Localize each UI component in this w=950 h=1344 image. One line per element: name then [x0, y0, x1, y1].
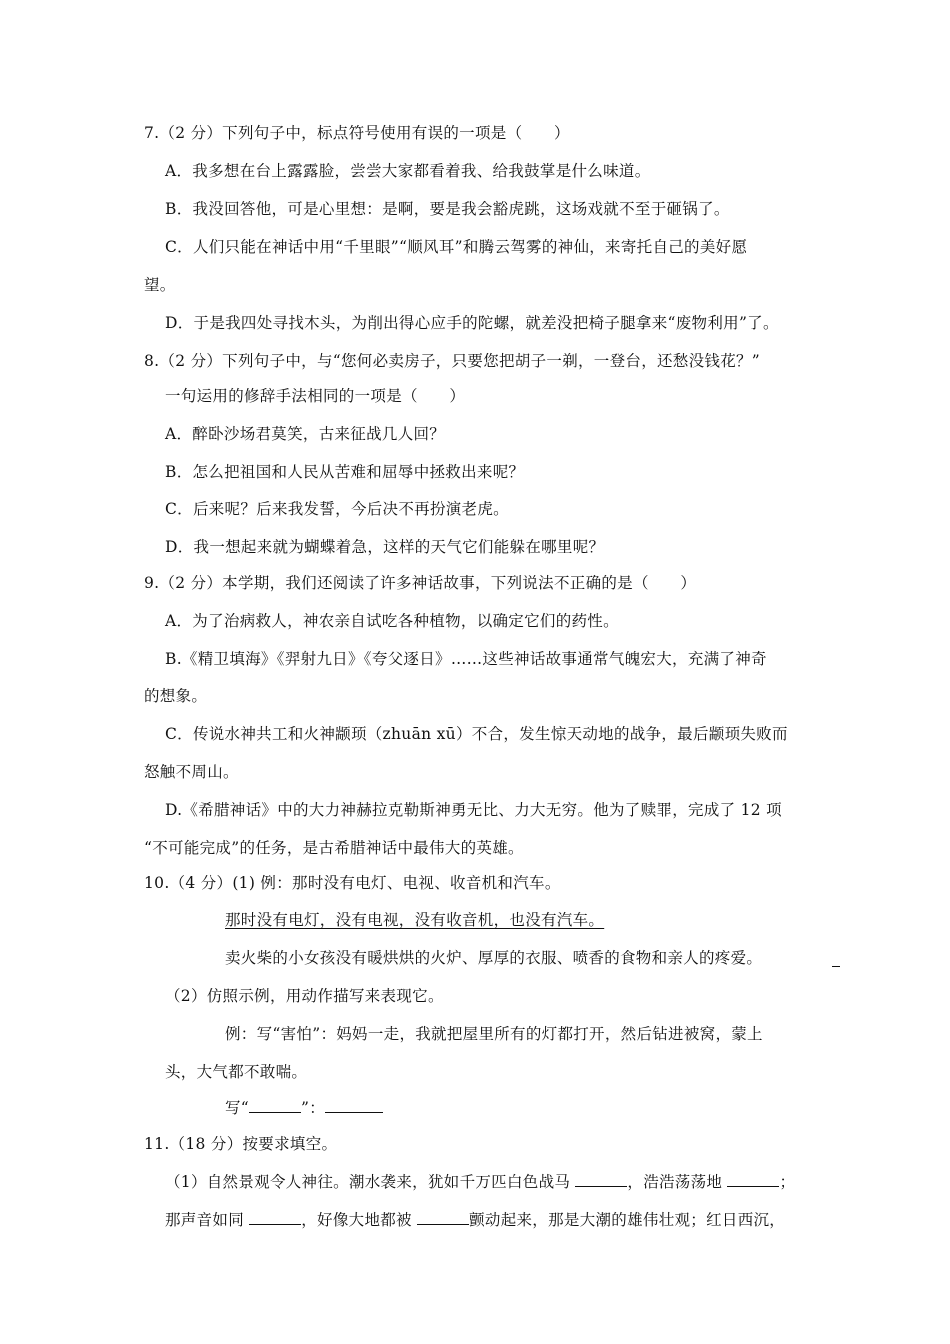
q10-example-answer: 那时没有电灯，没有电视，没有收音机，也没有汽车。 — [225, 911, 605, 929]
answer-blank[interactable] — [249, 1210, 301, 1225]
q10-example-line1: 例：写“害怕”：妈妈一走，我就把屋里所有的灯都打开，然后钻进被窝，蒙上 — [225, 1025, 763, 1043]
q7-option-d: D．于是我四处寻找木头，为削出得心应手的陀螺，就差没把椅子腿拿来“废物利用”了。 — [165, 314, 779, 332]
answer-blank[interactable] — [575, 1172, 627, 1187]
q10-example-line2: 头，大气都不敢喘。 — [165, 1063, 308, 1081]
q8-stem-line2: 一句运用的修辞手法相同的一项是（ ） — [165, 387, 466, 405]
q11-line1-text-c: ； — [779, 1173, 796, 1191]
write-prefix: 写“ — [225, 1099, 250, 1117]
q9-option-b-line2: 的想象。 — [144, 687, 208, 705]
q9-option-c-line1: C．传说水神共工和火神颛顼（zhuān xū）不合，发生惊天动地的战争，最后颛顼失败而 — [165, 725, 788, 743]
q9-option-d-line1: D.《希腊神话》中的大力神赫拉克勒斯神勇无比、力大无穷。他为了赎罪，完成了 12 项 — [165, 801, 782, 819]
answer-blank[interactable] — [417, 1210, 469, 1225]
q9-stem: 9.（2 分）本学期，我们还阅读了许多神话故事，下列说法不正确的是（ ） — [144, 574, 697, 592]
answer-blank[interactable] — [727, 1172, 779, 1187]
q9-option-a: A．为了治病救人，神农亲自试吃各种植物，以确定它们的药性。 — [165, 612, 619, 630]
q11-line1-text-a: （1）自然景观令人神往。潮水袭来，犹如千万匹白色战马 — [165, 1173, 571, 1191]
write-colon: ”： — [301, 1099, 326, 1117]
q11-line2-text-c: 颤动起来，那是大潮的雄伟壮观；红日西沉， — [469, 1211, 786, 1229]
q7-option-b: B．我没回答他，可是心里想：是啊，要是我会豁虎跳，这场戏就不至于砸锅了。 — [165, 200, 730, 218]
q8-option-d: D．我一想起来就为蝴蝶着急，这样的天气它们能躲在哪里呢？ — [165, 538, 605, 556]
q11-stem: 11.（18 分）按要求填空。 — [144, 1135, 338, 1153]
q8-option-b: B．怎么把祖国和人民从苦难和屈辱中拯救出来呢？ — [165, 463, 525, 481]
q8-option-a: A．醉卧沙场君莫笑，古来征战几人回？ — [165, 425, 446, 443]
q9-option-c-line2: 怒触不周山。 — [144, 763, 239, 781]
q7-option-c-line2: 望。 — [144, 276, 176, 294]
q7-stem: 7.（2 分）下列句子中，标点符号使用有误的一项是（ ） — [144, 124, 570, 142]
q10-part2-instruction: （2）仿照示例，用动作描写来表现它。 — [165, 987, 444, 1005]
q11-line2-text-a: 那声音如同 — [165, 1211, 245, 1229]
answer-blank[interactable] — [249, 1098, 301, 1113]
q11-line1-text-b: ，浩浩荡荡地 — [627, 1173, 723, 1191]
q7-option-c-line1: C．人们只能在神话中用“千里眼”“顺风耳”和腾云驾雾的神仙，来寄托自己的美好愿 — [165, 238, 748, 256]
q11-line1 — [165, 1172, 795, 1192]
q10-stem: 10.（4 分）(1) 例：那时没有电灯、电视、收音机和汽车。 — [144, 874, 561, 892]
q8-stem-line1: 8.（2 分）下列句子中，与“您何必卖房子，只要您把胡子一剃，一登台，还愁没钱花？” — [144, 352, 761, 370]
q9-option-b-line1: B.《精卫填海》《羿射九日》《夸父逐日》……这些神话故事通常气魄宏大，充满了神奇 — [165, 650, 767, 668]
q8-option-c: C．后来呢？后来我发誓，今后决不再扮演老虎。 — [165, 500, 509, 518]
q7-option-a: A．我多想在台上露露脸，尝尝大家都看着我、给我鼓掌是什么味道。 — [165, 162, 651, 180]
q10-sentence: 卖火柴的小女孩没有暖烘烘的火炉、厚厚的衣服、喷香的食物和亲人的疼爱。 — [225, 949, 763, 967]
answer-blank[interactable] — [325, 1098, 383, 1113]
q9-option-d-line2: “不可能完成”的任务，是古希腊神话中最伟大的英雄。 — [144, 839, 524, 857]
q11-line2 — [165, 1210, 785, 1230]
q11-line2-text-b: ，好像大地都被 — [301, 1211, 412, 1229]
q10-write-line — [225, 1098, 383, 1118]
answer-blank-mark — [832, 966, 840, 967]
